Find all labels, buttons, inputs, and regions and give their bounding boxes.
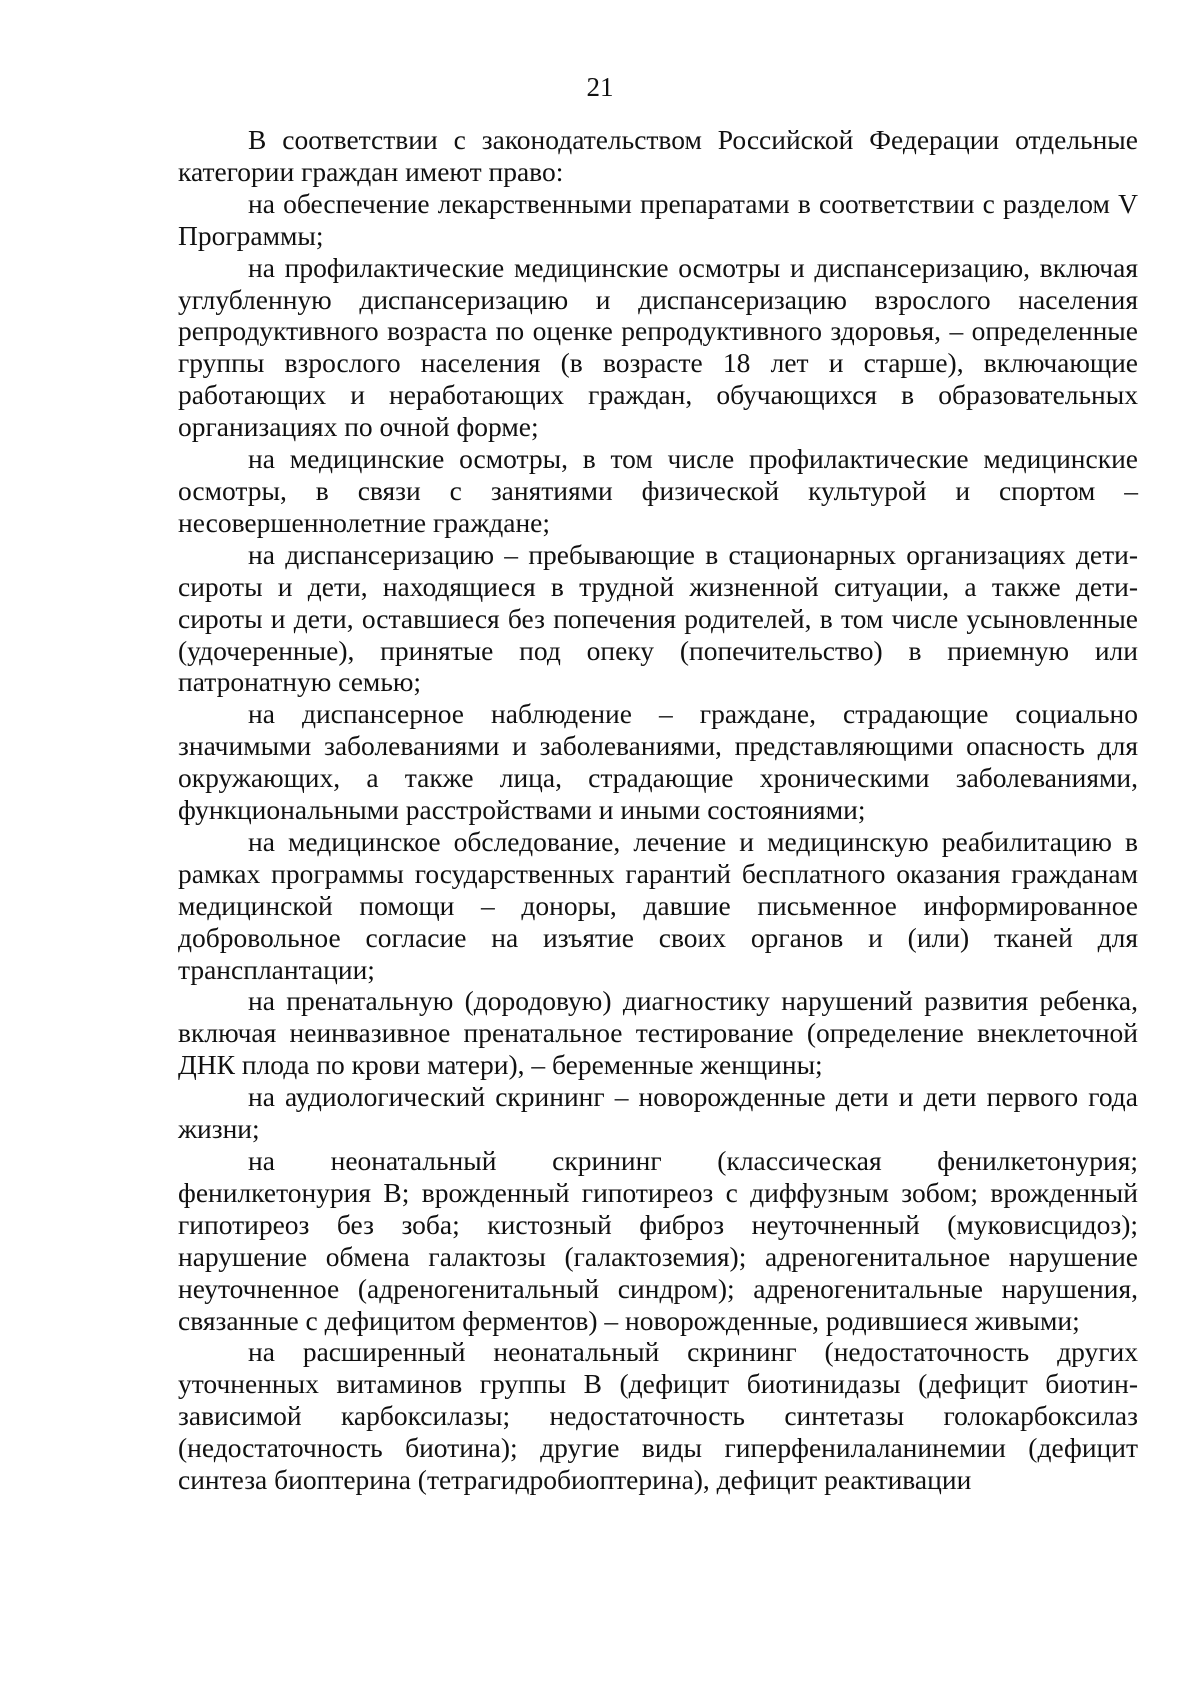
- paragraph-preventive-exams: на профилактические медицинские осмотры и диспансеризацию, включая углубленную диспансеризацию и диспансеризацию взрослого населения репродуктивного возраста по оценке репродуктивного здоровья, – определенные группы взрослого населения (в возрасте 18 лет и старше), включающие работающих и неработающих граждан, обучающихся в образовательных организациях по очной форме;: [178, 251, 1138, 443]
- paragraph-donors: на медицинское обследование, лечение и медицинскую реабилитацию в рамках программы государственных гарантий бесплатного оказания гражданам медицинской помощи – доноры, давшие письменное информированное добровольное согласие на изъятие своих органов и (или) тканей для трансплантации;: [178, 825, 1138, 985]
- paragraph-orphans-dispensary: на диспансеризацию – пребывающие в стационарных организациях дети-сироты и дети, находящиеся в трудной жизненной ситуации, а также дети-сироты и дети, оставшиеся без попечения родителей, в том числе усыновленные (удочеренные), принятые под опеку (попечительство) в приемную или патронатную семью;: [178, 538, 1138, 698]
- paragraph-medicines: на обеспечение лекарственными препаратами в соответствии с разделом V Программы;: [178, 187, 1138, 251]
- paragraph-extended-neonatal-screening: на расширенный неонатальный скрининг (недостаточность других уточненных витаминов группы В (дефицит биотинидазы (дефицит биотин-зависимой карбоксилазы; недостаточность синтетазы голокарбоксилаз (недостаточность биотина); другие виды гиперфенилаланинемии (дефицит синтеза биоптерина (тетрагидробиоптерина), дефицит реактивации: [178, 1336, 1138, 1496]
- paragraph-intro: В соответствии с законодательством Российской Федерации отдельные категории граждан имеют право:: [178, 124, 1138, 187]
- document-body: [178, 124, 1138, 1496]
- paragraph-prenatal-diagnostics: на пренатальную (дородовую) диагностику нарушений развития ребенка, включая неинвазивное пренатальное тестирование (определение внеклеточной ДНК плода по крови матери), – беременные женщины;: [178, 985, 1138, 1081]
- paragraph-sports-exams: на медицинские осмотры, в том числе профилактические медицинские осмотры, в связи с занятиями физической культурой и спортом – несовершеннолетние граждане;: [178, 443, 1138, 538]
- paragraph-neonatal-screening: на неонатальный скрининг (классическая фенилкетонурия; фенилкетонурия В; врожденный гипотиреоз с диффузным зобом; врожденный гипотиреоз без зоба; кистозный фиброз неуточненный (муковисцидоз); нарушение обмена галактозы (галактоземия); адреногенитальное нарушение неуточненное (адреногенитальный синдром); адреногенитальные нарушения, связанные с дефицитом ферментов) – новорожденные, родившиеся живыми;: [178, 1145, 1138, 1336]
- paragraph-audiological-screening: на аудиологический скрининг – новорожденные дети и дети первого года жизни;: [178, 1081, 1138, 1145]
- page-number: 21: [586, 72, 614, 102]
- paragraph-dispensary-observation: на диспансерное наблюдение – граждане, страдающие социально значимыми заболеваниями и заболеваниями, представляющими опасность для окружающих, а также лица, страдающие хроническими заболеваниями, функциональными расстройствами и иными состояниями;: [178, 698, 1138, 826]
